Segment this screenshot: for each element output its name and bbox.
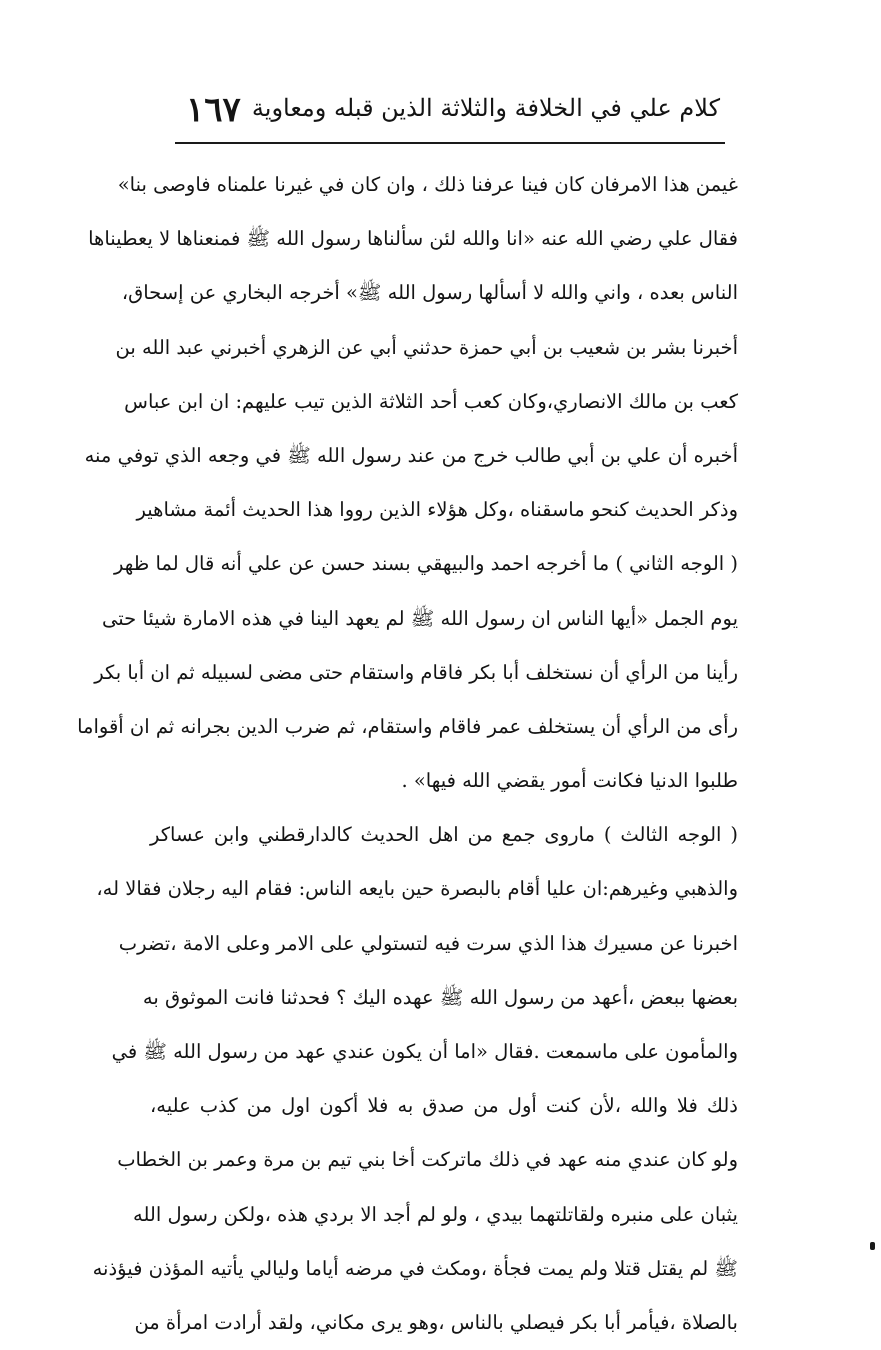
text-line: والذهبي وغيرهم:ان عليا أقام بالبصرة حين بايعه الناس: فقام اليه رجلان فقالا له،	[96, 877, 738, 901]
text-line: غيمن هذا الامرفان كان فينا عرفنا ذلك ، وان كان في غيرنا علمناه فاوصى بنا»	[117, 173, 738, 196]
text-line: ذلك فلا والله ،لأن كنت أول من صدق به فلا أكون اول من كذب عليه،	[150, 1094, 738, 1118]
text-line: أخبرنا بشر بن شعيب بن أبي حمزة حدثني أبي عن الزهري أخبرني عبد الله بن	[115, 335, 738, 359]
text-line: بالصلاة ،فيأمر أبا بكر فيصلي بالناس ،وهو يرى مكاني، ولقد أرادت امرأة من	[134, 1310, 738, 1334]
text-line: أخبره أن علي بن أبي طالب خرج من عند رسول الله ﷺ في وجعه الذي توفي منه	[84, 443, 738, 467]
body-text	[77, 158, 738, 1350]
page-header	[180, 78, 720, 142]
text-line: والمأمون على ماسمعت .فقال «اما أن يكون عندي عهد من رسول الله ﷺ في	[111, 1040, 738, 1063]
text-line: ﷺ لم يقتل قتلا ولم يمت فجأة ،ومكث في مرضه أياما وليالي يأتيه المؤذن فيؤذنه	[92, 1256, 738, 1280]
text-line: بعضها ببعض ،أعهد من رسول الله ﷺ عهده اليك ؟ فحدثنا فانت الموثوق به	[142, 985, 738, 1009]
text-line: ولو كان عندي منه عهد في ذلك ماتركت أخا بني تيم بن مرة وعمر بن الخطاب	[117, 1148, 738, 1172]
text-line: اخبرنا عن مسيرك هذا الذي سرت فيه لتستولي على الامر وعلى الامة ،تضرب	[118, 931, 738, 955]
margin-ink-dot	[870, 1242, 875, 1250]
text-line: طلبوا الدنيا فكانت أمور يقضي الله فيها» .	[401, 769, 738, 793]
text-line: ( الوجه الثاني ) ما أخرجه احمد والبيهقي بسند حسن عن علي أنه قال لما ظهر	[114, 552, 738, 576]
text-line: وذكر الحديث كنحو ماسقناه ،وكل هؤلاء الذين رووا هذا الحديث أئمة مشاهير	[136, 498, 738, 522]
text-line: الناس بعده ، واني والله لا أسألها رسول الله ﷺ» أخرجه البخاري عن إسحاق،	[121, 281, 738, 305]
text-line: رأينا من الرأي أن نستخلف أبا بكر فاقام واستقام حتى مضى لسبيله ثم ان أبا بكر	[94, 660, 738, 684]
text-line: كعب بن مالك الانصاري،وكان كعب أحد الثلاثة الذين تيب عليهم: ان ابن عباس	[124, 389, 738, 413]
text-line: فقال علي رضي الله عنه «انا والله لئن سألناها رسول الله ﷺ فمنعناها لا يعطيناها	[88, 227, 738, 251]
header-rule	[175, 142, 725, 144]
running-title: كلام علي في الخلافة والثلاثة الذين قبله ومعاوية	[251, 94, 720, 122]
page-number: ١٦٧	[186, 90, 241, 130]
text-line: ( الوجه الثالث ) ماروى جمع من اهل الحديث كالدارقطني وابن عساكر	[150, 823, 738, 847]
text-line: يوم الجمل «أيها الناس ان رسول الله ﷺ لم يعهد الينا في هذه الامارة شيئا حتى	[102, 606, 738, 630]
text-line: رأى من الرأي أن يستخلف عمر فاقام واستقام، ثم ضرب الدين بجرانه ثم ان أقواما	[77, 714, 738, 738]
text-line: يثبان على منبره ولقاتلتهما بيدي ، ولو لم أجد الا بردي هذه ،ولكن رسول الله	[132, 1202, 738, 1226]
